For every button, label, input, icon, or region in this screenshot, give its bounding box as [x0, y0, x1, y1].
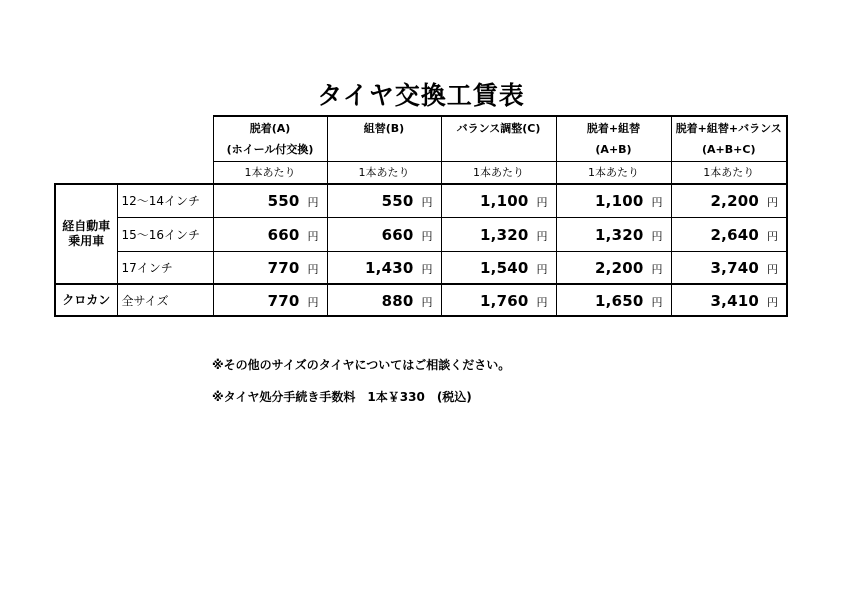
size-cell: 17インチ [117, 251, 213, 284]
column-header-detach-remount [556, 116, 671, 161]
price-value: 1,650 [595, 291, 644, 310]
per-unit-label: 1本あたり [441, 161, 556, 184]
price-cell [671, 251, 787, 284]
column-header-detach [213, 116, 327, 161]
price-value: 1,100 [480, 192, 529, 211]
column-header-line1: 脱着(A) [249, 122, 291, 136]
price-cell [213, 284, 327, 316]
currency-label: 円 [536, 229, 548, 243]
price-cell [213, 251, 327, 284]
price-value: 1,320 [595, 225, 644, 244]
currency-label: 円 [307, 229, 319, 243]
price-value: 660 [381, 225, 414, 244]
table-row [55, 251, 787, 284]
note-disposal-fee: ※タイヤ処分手続き手数料 1本￥330 (税込) [212, 390, 472, 404]
currency-label: 円 [421, 262, 433, 276]
price-value: 550 [267, 192, 300, 211]
per-unit-label: 1本あたり [213, 161, 327, 184]
price-cell [556, 217, 671, 251]
per-unit-label: 1本あたり [671, 161, 787, 184]
category-cell [55, 284, 117, 316]
table-row [55, 284, 787, 316]
currency-label: 円 [651, 262, 663, 276]
price-cell [556, 284, 671, 316]
currency-label: 円 [767, 262, 778, 276]
column-header-line1: 組替(B) [363, 122, 405, 136]
blank-cell [55, 116, 117, 161]
price-cell [556, 184, 671, 217]
price-cell [327, 184, 441, 217]
price-value: 770 [267, 258, 300, 277]
price-table [54, 115, 788, 317]
price-value: 1,430 [365, 258, 414, 277]
column-header-line2: (A+B) [595, 143, 632, 157]
table-row [55, 184, 787, 217]
currency-label: 円 [651, 229, 663, 243]
price-cell [327, 284, 441, 316]
currency-label: 円 [536, 262, 548, 276]
currency-label: 円 [536, 295, 548, 309]
price-cell [671, 184, 787, 217]
price-value: 2,200 [710, 192, 759, 211]
currency-label: 円 [307, 262, 319, 276]
price-cell [671, 217, 787, 251]
price-value: 1,760 [480, 291, 529, 310]
header-row [55, 116, 787, 161]
column-header-line1: バランス調整(C) [456, 122, 541, 136]
per-unit-label: 1本あたり [327, 161, 441, 184]
price-cell [327, 217, 441, 251]
price-value: 2,200 [595, 258, 644, 277]
price-value: 770 [267, 291, 300, 310]
per-unit-row [55, 161, 787, 184]
table-row [55, 217, 787, 251]
currency-label: 円 [651, 295, 663, 309]
page-title: タイヤ交換工賃表 [317, 81, 525, 110]
size-cell: 全サイズ [117, 284, 213, 316]
price-cell [441, 184, 556, 217]
currency-label: 円 [421, 196, 433, 210]
currency-label: 円 [767, 295, 778, 309]
per-unit-label: 1本あたり [556, 161, 671, 184]
price-value: 1,320 [480, 225, 529, 244]
price-value: 3,410 [710, 291, 759, 310]
price-value: 2,640 [710, 225, 759, 244]
column-header-all [671, 116, 787, 161]
category-label: 経自動車 [62, 219, 111, 233]
column-header-line2 [328, 139, 441, 160]
column-header-balance [441, 116, 556, 161]
size-cell: 12～14インチ [117, 184, 213, 217]
category-label: 乗用車 [68, 234, 105, 248]
size-cell: 15～16インチ [117, 217, 213, 251]
blank-cell [117, 161, 213, 184]
price-cell [327, 251, 441, 284]
note-consultation: ※その他のサイズのタイヤについてはご相談ください。 [212, 358, 511, 372]
currency-label: 円 [421, 229, 433, 243]
price-cell [671, 284, 787, 316]
price-value: 660 [267, 225, 300, 244]
price-value: 550 [381, 192, 414, 211]
column-header-line1: 脱着+組替 [586, 122, 641, 136]
price-cell [441, 284, 556, 316]
price-value: 1,540 [480, 258, 529, 277]
price-cell [441, 217, 556, 251]
price-cell [213, 184, 327, 217]
column-header-line2 [442, 139, 556, 160]
price-value: 3,740 [710, 258, 759, 277]
price-cell [441, 251, 556, 284]
currency-label: 円 [421, 295, 433, 309]
currency-label: 円 [767, 229, 778, 243]
column-header-line2: (ホイール付交換) [226, 143, 314, 157]
category-label: クロカン [62, 292, 111, 307]
currency-label: 円 [651, 196, 663, 210]
price-value: 880 [381, 291, 414, 310]
column-header-line2: (A+B+C) [702, 143, 756, 157]
price-cell [213, 217, 327, 251]
column-header-line1: 脱着+組替+バランス [675, 122, 782, 136]
category-cell [55, 184, 117, 284]
price-cell [556, 251, 671, 284]
blank-cell [55, 161, 117, 184]
price-value: 1,100 [595, 192, 644, 211]
blank-cell [117, 116, 213, 161]
currency-label: 円 [307, 196, 319, 210]
currency-label: 円 [307, 295, 319, 309]
currency-label: 円 [767, 196, 778, 210]
currency-label: 円 [536, 196, 548, 210]
column-header-remount [327, 116, 441, 161]
